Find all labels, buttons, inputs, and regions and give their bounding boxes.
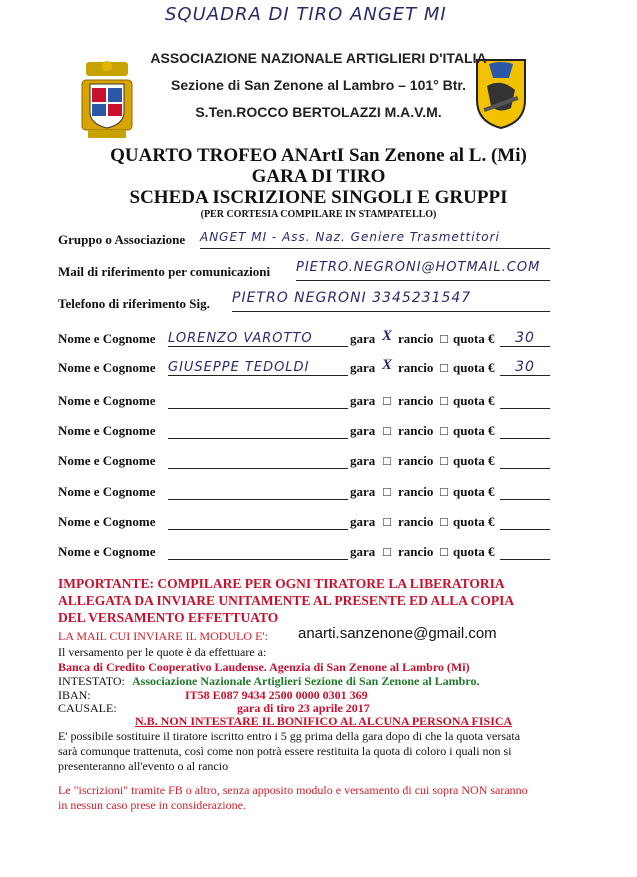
section-dedication: S.Ten.ROCCO BERTOLAZZI M.A.V.M. xyxy=(195,104,442,120)
rancio-checkbox[interactable]: □ xyxy=(440,514,448,529)
quota-field[interactable] xyxy=(500,451,550,469)
quota-label: quota € xyxy=(453,544,495,559)
gruppo-field[interactable] xyxy=(200,228,550,249)
participant-name: GIUSEPPE TEDOLDI xyxy=(168,360,310,375)
rancio-checkbox[interactable]: □ xyxy=(440,453,448,468)
name-label: Nome e Cognome xyxy=(58,453,156,468)
gruppo-value: ANGET MI - Ass. Naz. Geniere Trasmettitori xyxy=(200,230,500,244)
quota-value: 30 xyxy=(515,359,535,375)
intestato-label: INTESTATO: xyxy=(58,674,125,688)
form-note: (PER CORTESIA COMPILARE IN STAMPATELLO) xyxy=(200,209,437,220)
gara-checkbox[interactable]: X xyxy=(381,357,392,373)
participant-row xyxy=(0,542,637,564)
rancio-label: rancio xyxy=(398,393,434,408)
intestato-value: Associazione Nazionale Artiglieri Sezione di San Zenone al Lambro. xyxy=(132,674,480,688)
rules-line-5: in nessun caso prese in considerazione. xyxy=(58,798,246,812)
name-label: Nome e Cognome xyxy=(58,544,156,559)
mail-field[interactable] xyxy=(296,258,550,281)
rancio-label: rancio xyxy=(398,484,434,499)
quota-field[interactable] xyxy=(500,482,550,500)
quota-field[interactable] xyxy=(500,542,550,560)
gara-checkbox[interactable]: X xyxy=(381,328,392,344)
gara-label: gara xyxy=(350,423,376,438)
participant-row xyxy=(0,482,637,504)
quota-field[interactable] xyxy=(500,512,550,530)
quota-label: quota € xyxy=(453,393,495,408)
gara-label: gara xyxy=(350,544,376,559)
form-title: SCHEDA ISCRIZIONE SINGOLI E GRUPPI xyxy=(129,187,508,208)
telefono-field[interactable] xyxy=(232,289,550,312)
section-name: Sezione di San Zenone al Lambro – 101° Btr. xyxy=(170,77,466,93)
name-field[interactable] xyxy=(168,421,348,439)
mail-instruction: LA MAIL CUI INVIARE IL MODULO E': xyxy=(58,629,268,643)
mail-value: PIETRO.NEGRONI@HOTMAIL.COM xyxy=(296,260,541,275)
telefono-value: PIETRO NEGRONI 3345231547 xyxy=(232,290,472,306)
iban-label: IBAN: xyxy=(58,688,91,702)
participant-row xyxy=(0,358,637,380)
causale-label: CAUSALE: xyxy=(58,701,117,715)
name-field[interactable] xyxy=(168,482,348,500)
name-field[interactable] xyxy=(168,358,348,376)
rules-line-2: sarà comunque trattenuta, così come non potrà essere restituita la quota di coloro i quali non si xyxy=(58,744,512,758)
causale-value: gara di tiro 23 aprile 2017 xyxy=(237,701,370,715)
name-label: Nome e Cognome xyxy=(58,331,156,346)
gara-label: gara xyxy=(350,514,376,529)
rancio-label: rancio xyxy=(398,360,434,375)
name-field[interactable] xyxy=(168,329,348,347)
quota-field[interactable] xyxy=(500,329,550,347)
gara-label: gara xyxy=(350,393,376,408)
rancio-label: rancio xyxy=(398,453,434,468)
mail-label: Mail di riferimento per comunicazioni xyxy=(58,264,271,279)
name-field[interactable] xyxy=(168,451,348,469)
quota-value: 30 xyxy=(515,330,535,346)
gara-checkbox[interactable]: □ xyxy=(383,423,391,438)
handwritten-title: SQUADRA DI TIRO ANGET MI xyxy=(165,4,447,25)
rules-line-1: E' possibile sostituire il tiratore iscritto entro i 5 gg prima della gara dopo di che la quota versata xyxy=(58,729,521,743)
quota-field[interactable] xyxy=(500,358,550,376)
payment-intro: Il versamento per le quote è da effettuare a: xyxy=(58,645,267,659)
rancio-checkbox[interactable]: □ xyxy=(440,331,448,346)
gara-checkbox[interactable]: □ xyxy=(383,484,391,499)
participant-row xyxy=(0,391,637,413)
nb-warning: N.B. NON INTESTARE IL BONIFICO AL ALCUNA PERSONA FISICA xyxy=(135,714,513,728)
name-label: Nome e Cognome xyxy=(58,423,156,438)
name-field[interactable] xyxy=(168,512,348,530)
name-label: Nome e Cognome xyxy=(58,393,156,408)
participant-row xyxy=(0,451,637,473)
participant-row xyxy=(0,421,637,443)
important-line-2: ALLEGATA DA INVIARE UNITAMENTE AL PRESENTE ED ALLA COPIA xyxy=(58,593,515,608)
quota-field[interactable] xyxy=(500,421,550,439)
rancio-checkbox[interactable]: □ xyxy=(440,393,448,408)
quota-field[interactable] xyxy=(500,391,550,409)
rancio-label: rancio xyxy=(398,514,434,529)
name-label: Nome e Cognome xyxy=(58,514,156,529)
association-name: ASSOCIAZIONE NAZIONALE ARTIGLIERI D'ITALIA xyxy=(150,50,487,66)
rancio-label: rancio xyxy=(398,544,434,559)
gara-checkbox[interactable]: □ xyxy=(383,514,391,529)
important-line-3: DEL VERSAMENTO EFFETTUATO xyxy=(58,610,279,625)
trophy-title: QUARTO TROFEO ANArtI San Zenone al L. (Mi) xyxy=(110,145,527,166)
name-label: Nome e Cognome xyxy=(58,360,156,375)
quota-label: quota € xyxy=(453,514,495,529)
rancio-checkbox[interactable]: □ xyxy=(440,544,448,559)
participant-name: LORENZO VAROTTO xyxy=(168,331,313,346)
quota-label: quota € xyxy=(453,360,495,375)
important-line-1: IMPORTANTE: COMPILARE PER OGNI TIRATORE LA LIBERATORIA xyxy=(58,576,505,591)
rancio-checkbox[interactable]: □ xyxy=(440,484,448,499)
iban-value: IT58 E087 9434 2500 0000 0301 369 xyxy=(185,688,368,702)
mail-address[interactable]: anarti.sanzenone@gmail.com xyxy=(298,625,497,642)
rules-line-3: presenteranno all'evento o al rancio xyxy=(58,759,229,773)
quota-label: quota € xyxy=(453,423,495,438)
event-title: GARA DI TIRO xyxy=(251,166,386,187)
rancio-label: rancio xyxy=(398,423,434,438)
name-field[interactable] xyxy=(168,391,348,409)
gara-label: gara xyxy=(350,453,376,468)
gara-checkbox[interactable]: □ xyxy=(383,393,391,408)
gara-checkbox[interactable]: □ xyxy=(383,544,391,559)
gara-label: gara xyxy=(350,331,376,346)
gara-label: gara xyxy=(350,484,376,499)
gara-checkbox[interactable]: □ xyxy=(383,453,391,468)
rancio-label: rancio xyxy=(398,331,434,346)
name-field[interactable] xyxy=(168,542,348,560)
quota-label: quota € xyxy=(453,453,495,468)
gara-label: gara xyxy=(350,360,376,375)
name-label: Nome e Cognome xyxy=(58,484,156,499)
quota-label: quota € xyxy=(453,484,495,499)
participant-row xyxy=(0,329,637,351)
participant-row xyxy=(0,512,637,534)
payment-bank: Banca di Credito Cooperativo Laudense. Agenzia di San Zenone al Lambro (Mi) xyxy=(58,660,470,674)
rancio-checkbox[interactable]: □ xyxy=(440,423,448,438)
rancio-checkbox[interactable]: □ xyxy=(440,360,448,375)
coat-of-arms-emblem xyxy=(78,60,136,140)
gruppo-label: Gruppo o Associazione xyxy=(58,232,186,247)
rules-line-4: Le "iscrizioni" tramite FB o altro, senza apposito modulo e versamento di cui sopra NON saranno xyxy=(58,783,528,797)
telefono-label: Telefono di riferimento Sig. xyxy=(58,296,210,311)
quota-label: quota € xyxy=(453,331,495,346)
